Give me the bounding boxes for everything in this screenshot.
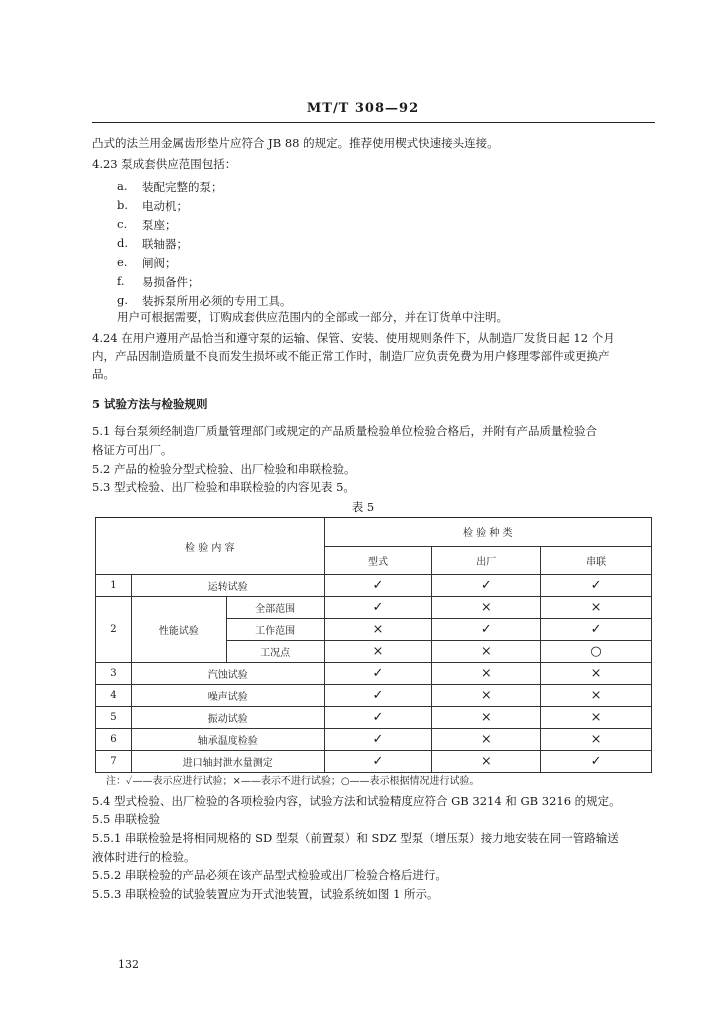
- table-row: [96, 751, 652, 773]
- clause-4-23: 4.23 泵成套供应范围包括：: [92, 157, 237, 171]
- row-name: 汽蚀试验: [131, 663, 324, 685]
- row-name: 运转试验: [131, 575, 324, 597]
- cell-series: ×: [541, 663, 652, 685]
- table-header-row: [96, 518, 652, 547]
- clause-5-5-3: 5.5.3 串联检验的试验装置应为开式池装置，试验系统如图 1 所示。: [92, 887, 439, 901]
- header-rule: [92, 122, 655, 123]
- cell-factory: ✓: [432, 575, 541, 597]
- section-heading: 5 试验方法与检验规则: [92, 397, 208, 411]
- row-name: 轴承温度检验: [131, 729, 324, 751]
- col-factory: 出厂: [432, 546, 541, 575]
- clause-4-24-cont: 内，产品因制造质量不良而发生损坏或不能正常工作时，制造厂应负责免费为用户修理零部件或更换产: [92, 349, 610, 363]
- table-row: [96, 663, 652, 685]
- row-sub: 全部范围: [226, 597, 324, 619]
- page-number: 132: [118, 958, 139, 971]
- cell-series: ✓: [541, 751, 652, 773]
- table-note: 注：✓——表示应进行试验；×——表示不进行试验；○——表示根据情况进行试验。: [106, 776, 480, 787]
- cell-type: ✓: [324, 663, 432, 685]
- inspection-table: [95, 517, 652, 773]
- row-sub: 工况点: [226, 641, 324, 663]
- row-name: 噪声试验: [131, 685, 324, 707]
- cell-type: ✓: [324, 707, 432, 729]
- row-no: 3: [96, 663, 132, 685]
- cell-factory: ×: [432, 729, 541, 751]
- cell-series: ×: [541, 729, 652, 751]
- cell-type: ✓: [324, 597, 432, 619]
- clause-5-5-1-cont: 液体时进行的检验。: [92, 850, 196, 864]
- cell-series: ×: [541, 597, 652, 619]
- clause-5-1-cont: 格证方可出厂。: [92, 443, 173, 457]
- table-row: [96, 729, 652, 751]
- clause-5-5-1: 5.5.1 串联检验是将相同规格的 SD 型泵（前置泵）和 SDZ 型泵（增压泵）接力地安装在同一管路输送: [92, 831, 619, 845]
- col-type: 型式: [324, 546, 432, 575]
- cell-series: ✓: [541, 575, 652, 597]
- row-no: 4: [96, 685, 132, 707]
- cell-series: ✓: [541, 619, 652, 641]
- row-sub: 工作范围: [226, 619, 324, 641]
- clause-5-1: 5.1 每台泵须经制造厂质量管理部门或规定的产品质量检验单位检验合格后，并附有产品质量检验合: [92, 424, 597, 438]
- cell-factory: ×: [432, 751, 541, 773]
- clause-5-5: 5.5 串联检验: [92, 812, 160, 826]
- cell-factory: ×: [432, 641, 541, 663]
- clause-5-5-2: 5.5.2 串联检验的产品必须在该产品型式检验或出厂检验合格后进行。: [92, 868, 447, 882]
- paragraph: 凸式的法兰用金属齿形垫片应符合 JB 88 的规定。推荐使用楔式快速接头连接。: [92, 136, 499, 150]
- row-no: 1: [96, 575, 132, 597]
- cell-type: ✓: [324, 751, 432, 773]
- table-row: [96, 685, 652, 707]
- cell-series: ×: [541, 685, 652, 707]
- row-no: 2: [96, 597, 132, 663]
- cell-factory: ×: [432, 685, 541, 707]
- cell-factory: ×: [432, 663, 541, 685]
- cell-type: ×: [324, 619, 432, 641]
- table-row: [96, 707, 652, 729]
- header-types: 检 验 种 类: [324, 518, 651, 547]
- paragraph: 用户可根据需要，订购成套供应范围内的全部或一部分，并在订货单中注明。: [117, 310, 508, 324]
- cell-factory: ×: [432, 707, 541, 729]
- standard-header: MT/T 308—92: [306, 101, 420, 116]
- header-content: 检 验 内 容: [96, 518, 325, 575]
- table-row: [96, 575, 652, 597]
- cell-type: ×: [324, 641, 432, 663]
- cell-factory: ✓: [432, 619, 541, 641]
- table-caption: 表 5: [351, 500, 375, 514]
- row-no: 5: [96, 707, 132, 729]
- cell-factory: ×: [432, 597, 541, 619]
- cell-series: ×: [541, 707, 652, 729]
- row-no: 6: [96, 729, 132, 751]
- clause-5-2: 5.2 产品的检验分型式检验、出厂检验和串联检验。: [92, 462, 356, 476]
- clause-5-4: 5.4 型式检验、出厂检验的各项检验内容，试验方法和试验精度应符合 GB 3214 和 GB 3216 的规定。: [92, 794, 621, 808]
- col-series: 串联: [541, 546, 652, 575]
- cell-series: ○: [541, 641, 652, 663]
- table-row: [96, 597, 652, 619]
- row-name: 振动试验: [131, 707, 324, 729]
- clause-4-24: 4.24 在用户遵用产品恰当和遵守泵的运输、保管、安装、使用规则条件下，从制造厂发货日起 12 个月: [92, 331, 615, 345]
- cell-type: ✓: [324, 575, 432, 597]
- row-no: 7: [96, 751, 132, 773]
- cell-type: ✓: [324, 729, 432, 751]
- clause-5-3: 5.3 型式检验、出厂检验和串联检验的内容见表 5。: [92, 480, 355, 494]
- row-group: 性能试验: [131, 597, 226, 663]
- row-name: 进口轴封泄水量测定: [131, 751, 324, 773]
- clause-4-24-cont: 品。: [92, 367, 115, 381]
- cell-type: ✓: [324, 685, 432, 707]
